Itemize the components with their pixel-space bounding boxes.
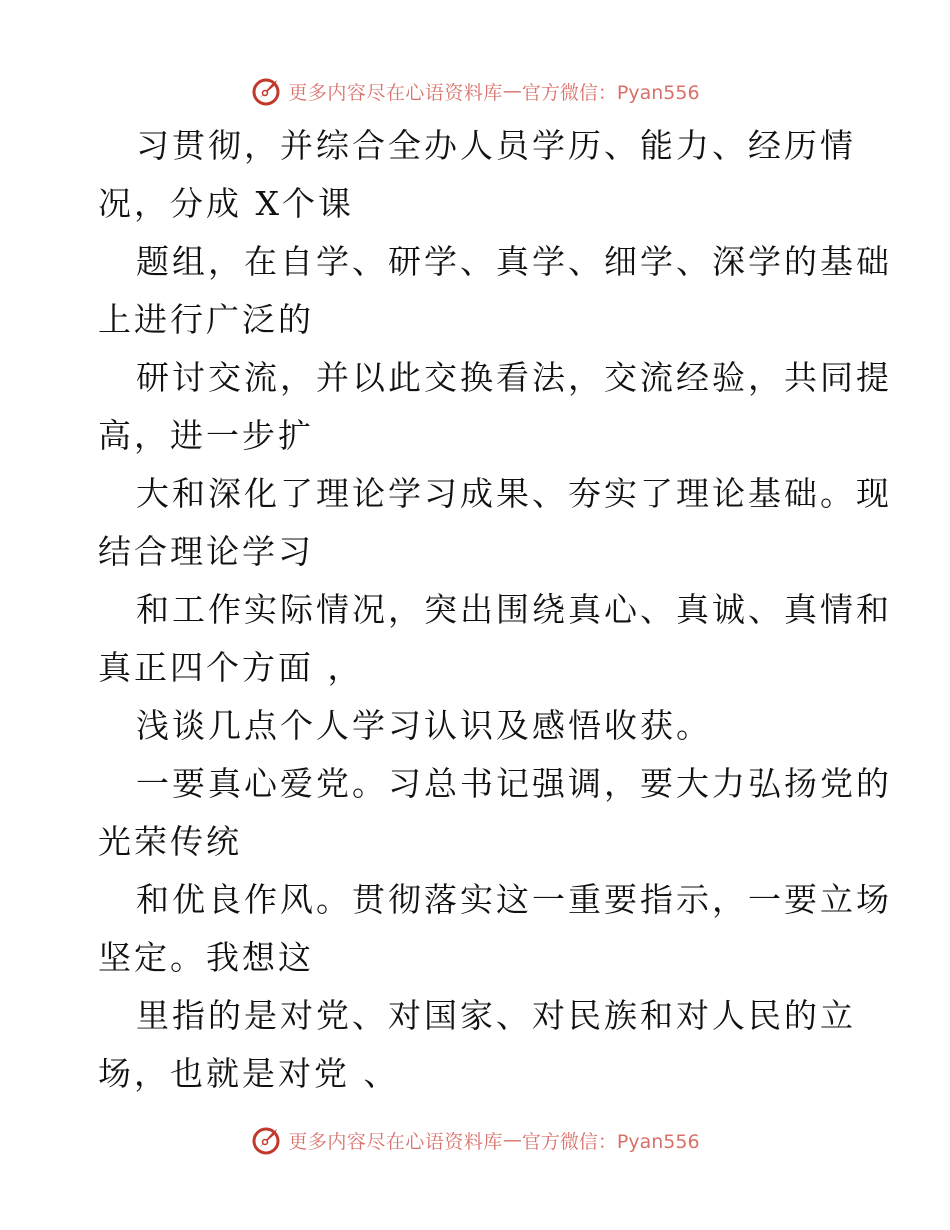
pen-nib-circle-logo-icon <box>250 74 284 108</box>
body-text-line: 里指的是对党、对国家、对民族和对人民的立 <box>136 996 856 1035</box>
header-wechat-text: 官方微信：Pyan556 <box>521 81 700 104</box>
body-text-line: 和优良作风。贯彻落实这一重要指示，一要立场 <box>136 880 892 919</box>
document-body <box>98 117 892 1103</box>
body-text-line: 场，也就是对党 、 <box>98 1054 400 1093</box>
body-text-line: 研讨交流，并以此交换看法，交流经验，共同提 <box>136 358 892 397</box>
footer-wechat-text: 官方微信：Pyan556 <box>521 1130 700 1153</box>
footer-separator: — <box>502 1129 522 1151</box>
pen-nib-circle-logo-icon <box>250 1123 284 1157</box>
header-separator: — <box>502 80 522 102</box>
body-text-line: 高，进一步扩 <box>98 416 314 455</box>
body-text-line: 上进行广泛的 <box>98 300 314 339</box>
body-text-line: 题组，在自学、研学、真学、细学、深学的基础 <box>136 242 892 281</box>
body-text-line: 真正四个方面 ， <box>98 648 364 687</box>
body-text-line: 况，分成 X个课 <box>98 184 354 223</box>
body-text-line: 大和深化了理论学习成果、夯实了理论基础。现 <box>136 474 892 513</box>
body-text-line: 坚定。我想这 <box>98 938 314 977</box>
footer-banner <box>0 1120 950 1160</box>
body-text-line: 光荣传统 <box>98 822 242 861</box>
header-banner <box>0 71 950 111</box>
body-text-line: 和工作实际情况，突出围绕真心、真诚、真情和 <box>136 590 892 629</box>
body-text-line: 习贯彻，并综合全办人员学历、能力、经历情 <box>136 126 856 165</box>
header-brand-text: 更多内容尽在心语资料库 <box>288 81 503 104</box>
body-text-line: 浅谈几点个人学习认识及感悟收获。 <box>136 706 712 745</box>
body-text-line: 一要真心爱党。习总书记强调，要大力弘扬党的 <box>136 764 892 803</box>
footer-brand-text: 更多内容尽在心语资料库 <box>288 1130 503 1153</box>
body-text-line: 结合理论学习 <box>98 532 314 571</box>
